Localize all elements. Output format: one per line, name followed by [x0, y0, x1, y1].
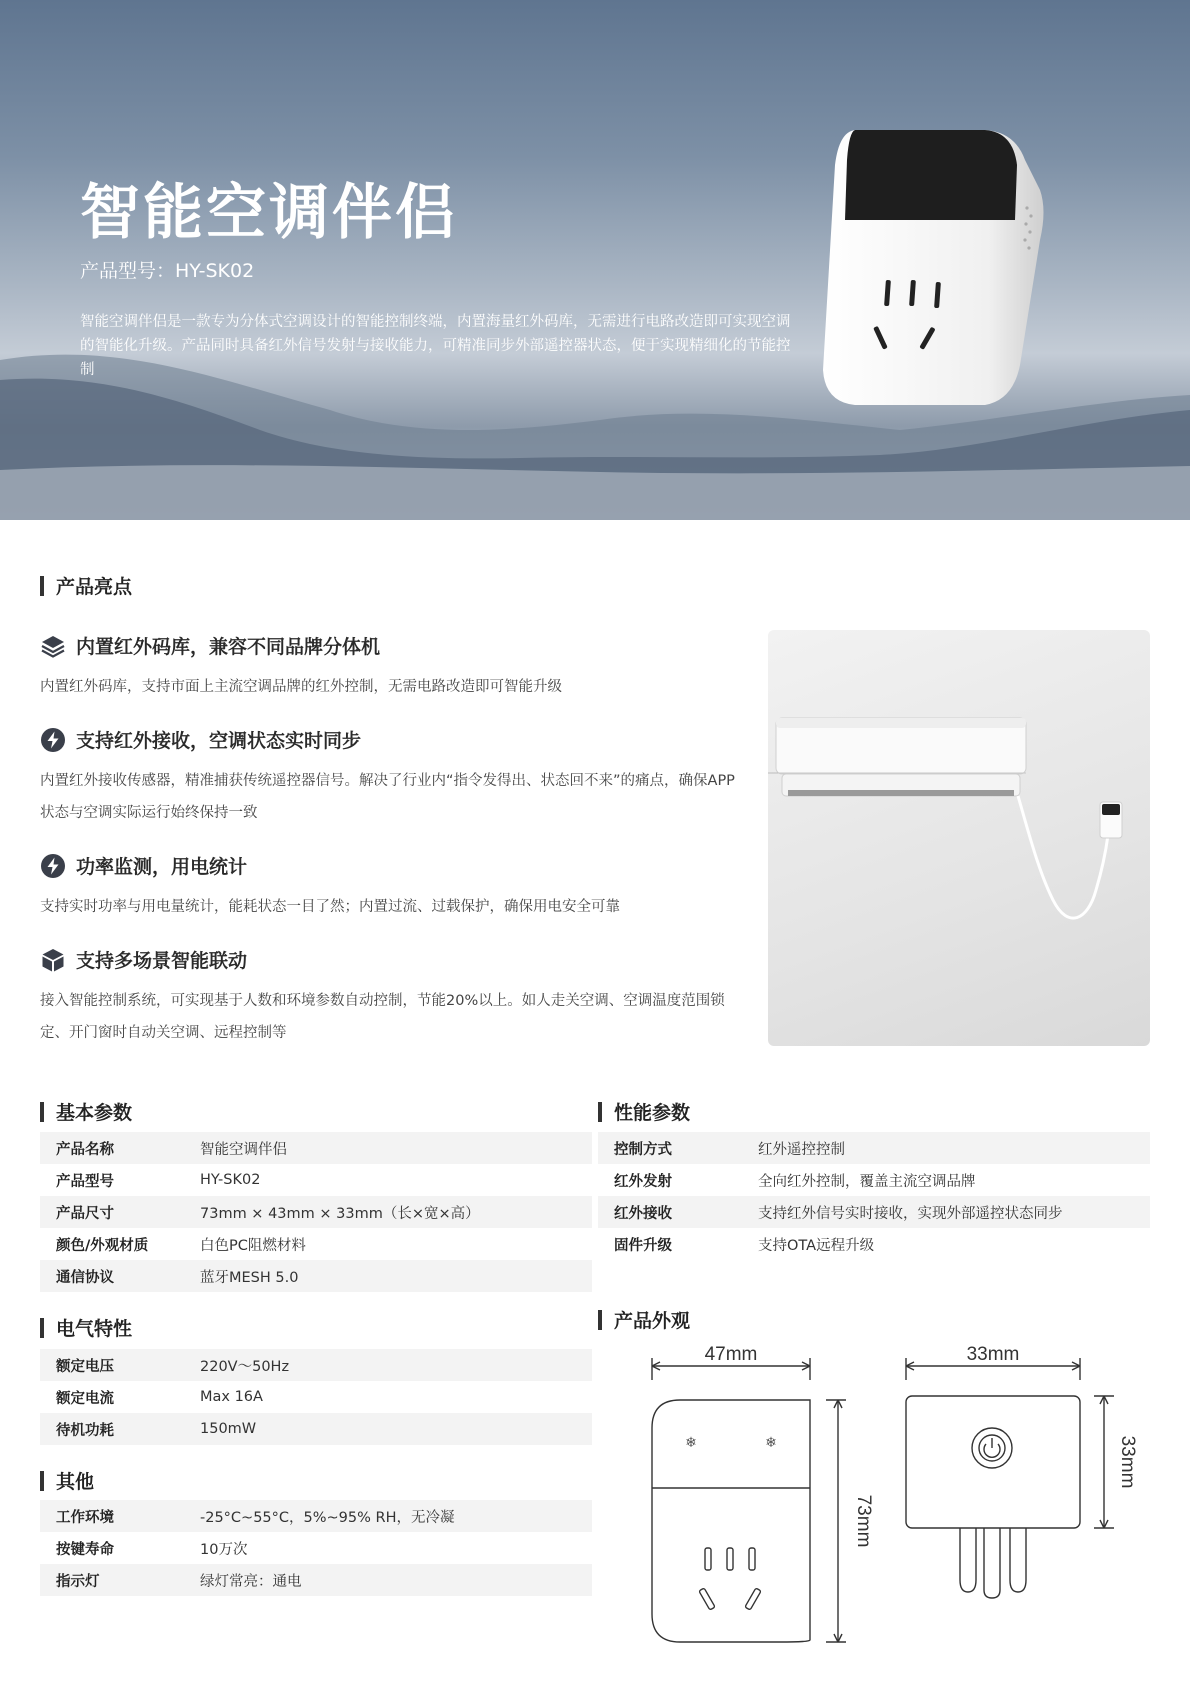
- section-title: 其他: [56, 1471, 95, 1493]
- dimension-drawing: [620, 1340, 1140, 1670]
- section-title: 性能参数: [614, 1102, 691, 1124]
- param-value: 220V～50Hz: [200, 1358, 290, 1375]
- param-key: 额定电压: [56, 1358, 114, 1375]
- param-key: 固件升级: [614, 1237, 672, 1254]
- param-key: 产品型号: [56, 1173, 114, 1190]
- param-value: 73mm × 43mm × 33mm（长×宽×高）: [200, 1205, 480, 1222]
- param-value: 蓝牙MESH 5.0: [200, 1269, 299, 1286]
- table-row: [598, 1196, 1150, 1228]
- param-value: 支持红外信号实时接收，实现外部遥控状态同步: [758, 1205, 1063, 1222]
- feature-desc: 接入智能控制系统，可实现基于人数和环境参数自动控制，节能20%以上。如人走关空调、空调温度范围锁定、开门窗时自动关空调、远程控制等: [40, 993, 725, 1041]
- feature-title: 功率监测，用电统计: [76, 856, 248, 878]
- param-key: 颜色/外观材质: [56, 1237, 149, 1254]
- param-key: 指示灯: [56, 1573, 100, 1590]
- cube-icon: [40, 947, 66, 973]
- feature-title: 支持红外接收，空调状态实时同步: [76, 730, 362, 752]
- feature-item: [40, 726, 740, 829]
- section-bar: [40, 1318, 44, 1338]
- table-row: [40, 1413, 592, 1445]
- table-row: [40, 1349, 592, 1381]
- feature-item: [40, 946, 740, 1049]
- electrical-table: [40, 1349, 592, 1445]
- param-key: 额定电流: [56, 1390, 114, 1407]
- dim-side-height: 33mm: [1117, 1435, 1138, 1489]
- param-key: 工作环境: [56, 1509, 114, 1526]
- page-title: 智能空调伴侣: [80, 178, 458, 248]
- lightning-icon: [40, 853, 66, 879]
- section-title: 产品外观: [614, 1310, 691, 1332]
- feature-item: [40, 852, 740, 923]
- product-description: 智能空调伴侣是一款专为分体式空调设计的智能控制终端，内置海量红外码库，无需进行电路改造即可实现空调的智能化升级。产品同时具备红外信号发射与接收能力，可精准同步外部遥控器状态，便于实现精细化的节能控制: [80, 314, 791, 378]
- feature-item: [40, 632, 740, 703]
- feature-title: 内置红外码库，兼容不同品牌分体机: [76, 636, 381, 658]
- vent-icon: ❄: [685, 1435, 697, 1451]
- lightning-icon: [40, 727, 66, 753]
- param-key: 产品尺寸: [56, 1205, 114, 1222]
- param-value: -25°C~55°C，5%~95% RH，无冷凝: [200, 1509, 455, 1526]
- basic-params-table: [40, 1132, 592, 1292]
- table-row: [40, 1381, 592, 1413]
- section-performance: [598, 1098, 690, 1125]
- dim-front-height: 73mm: [853, 1494, 874, 1548]
- section-bar: [598, 1102, 602, 1122]
- section-bar: [40, 1102, 44, 1122]
- section-appearance: [598, 1306, 690, 1333]
- section-highlights: [40, 572, 132, 599]
- param-key: 按键寿命: [56, 1541, 114, 1558]
- table-row: [40, 1132, 592, 1164]
- param-key: 产品名称: [56, 1141, 114, 1158]
- table-row: [40, 1228, 592, 1260]
- param-value: 白色PC阻燃材料: [200, 1237, 306, 1254]
- param-value: HY-SK02: [200, 1172, 261, 1188]
- table-row: [598, 1164, 1150, 1196]
- dim-side-width: 33mm: [966, 1344, 1020, 1365]
- param-value: 智能空调伴侣: [200, 1141, 287, 1158]
- table-row: [40, 1164, 592, 1196]
- table-row: [40, 1500, 592, 1532]
- param-value: 10万次: [200, 1541, 248, 1558]
- param-value: 150mW: [200, 1421, 257, 1437]
- param-key: 控制方式: [614, 1141, 672, 1158]
- feature-desc: 支持实时功率与用电量统计，能耗状态一目了然；内置过流、过载保护，确保用电安全可靠: [40, 899, 620, 915]
- feature-title: 支持多场景智能联动: [76, 950, 248, 972]
- feature-desc: 内置红外码库，支持市面上主流空调品牌的红外控制，无需电路改造即可智能升级: [40, 679, 562, 695]
- device-image: [815, 120, 1045, 420]
- table-row: [40, 1196, 592, 1228]
- param-value: 支持OTA远程升级: [758, 1237, 875, 1254]
- param-value: 全向红外控制，覆盖主流空调品牌: [758, 1173, 976, 1190]
- dim-front-width: 47mm: [704, 1344, 758, 1365]
- product-model: 产品型号：HY-SK02: [80, 260, 255, 282]
- param-value: Max 16A: [200, 1389, 263, 1405]
- table-row: [598, 1132, 1150, 1164]
- param-key: 待机功耗: [56, 1422, 114, 1439]
- param-value: 绿灯常亮：通电: [200, 1573, 302, 1590]
- section-basic-params: [40, 1098, 132, 1125]
- param-key: 红外发射: [614, 1173, 672, 1190]
- table-row: [40, 1532, 592, 1564]
- performance-table: [598, 1132, 1150, 1260]
- section-title: 产品亮点: [56, 576, 133, 598]
- table-row: [40, 1564, 592, 1596]
- section-other: [40, 1467, 94, 1494]
- installation-photo: [768, 630, 1150, 1046]
- hero-banner: [0, 0, 1190, 520]
- section-electrical: [40, 1314, 132, 1341]
- other-table: [40, 1500, 592, 1596]
- section-bar: [40, 576, 44, 596]
- param-key: 红外接收: [614, 1205, 672, 1222]
- layers-icon: [40, 633, 66, 659]
- param-key: 通信协议: [56, 1269, 114, 1286]
- section-bar: [598, 1310, 602, 1330]
- feature-desc: 内置红外接收传感器，精准捕获传统遥控器信号。解决了行业内“指令发得出、状态回不来”的痛点，确保APP状态与空调实际运行始终保持一致: [40, 773, 735, 821]
- table-row: [598, 1228, 1150, 1260]
- section-bar: [40, 1471, 44, 1491]
- section-title: 电气特性: [56, 1318, 133, 1340]
- vent-icon: ❄: [765, 1435, 777, 1451]
- section-title: 基本参数: [56, 1102, 133, 1124]
- table-row: [40, 1260, 592, 1292]
- param-value: 红外遥控控制: [758, 1141, 845, 1158]
